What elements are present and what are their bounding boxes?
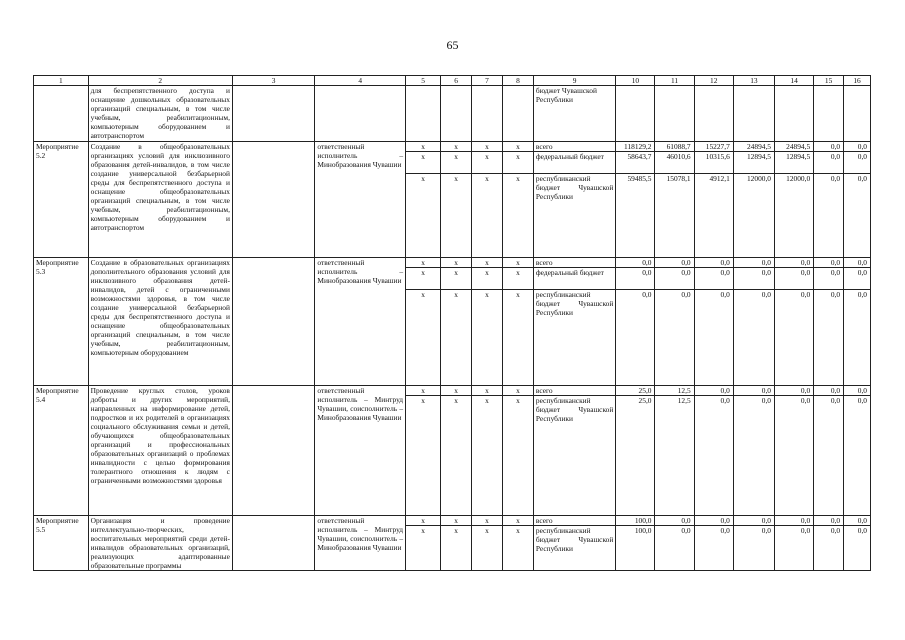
amount-cell: 0,0 <box>844 152 871 174</box>
amount-cell: 0,0 <box>814 268 844 290</box>
column-number: 1 <box>34 76 89 86</box>
funding-source: республиканский бюджет Чувашской Республики <box>533 290 615 386</box>
code-mark: x <box>472 526 503 571</box>
code-mark: x <box>441 516 472 526</box>
amount-cell: 4912,1 <box>694 174 733 258</box>
event-executor: ответственный исполнитель – Минобразования Чувашии <box>315 258 406 386</box>
event-code: Мероприятие 5.4 <box>34 386 89 516</box>
funding-source: республиканский бюджет Чувашской Республики <box>533 526 615 571</box>
amount-cell: 0,0 <box>616 268 655 290</box>
funding-source: республиканский бюджет Чувашской Республики <box>533 174 615 258</box>
amount-cell: 24894,5 <box>733 142 774 152</box>
amount-cell: 118129,2 <box>616 142 655 152</box>
amount-cell: 0,0 <box>775 396 814 516</box>
amount-cell: 0,0 <box>814 142 844 152</box>
code-mark: x <box>406 516 441 526</box>
amount-cell: 0,0 <box>655 526 694 571</box>
amount-cell: 0,0 <box>655 290 694 386</box>
funding-source: федеральный бюджет <box>533 268 615 290</box>
event-description: Создание в образовательных организациях дополнительного образования условий для инклюзивного образования детей-инвалидов, детей с ограниченными возможностями здоровья, в том числе создание универсальной безбарьерной среды для беспрепятственного доступа и оснащение общеобразовательных организаций специальным, в том числе учебным, реабилитационным, компьютерным оборудованием <box>88 258 232 386</box>
continuation-source: бюджет Чувашской Республики <box>533 86 615 142</box>
amount-cell: 0,0 <box>616 258 655 268</box>
event-col3 <box>232 142 314 258</box>
amount-cell: 25,0 <box>616 386 655 396</box>
amount-cell: 0,0 <box>844 386 871 396</box>
amount-cell: 0,0 <box>844 526 871 571</box>
code-mark: x <box>502 290 533 386</box>
code-mark: x <box>441 396 472 516</box>
amount-cell: 15227,7 <box>694 142 733 152</box>
amount-cell: 0,0 <box>844 142 871 152</box>
code-mark: x <box>472 386 503 396</box>
amount-cell: 24894,5 <box>775 142 814 152</box>
amount-cell: 100,0 <box>616 526 655 571</box>
code-mark: x <box>502 396 533 516</box>
code-mark: x <box>441 258 472 268</box>
code-mark: x <box>406 268 441 290</box>
column-number-row <box>34 76 871 86</box>
funding-source: всего <box>533 258 615 268</box>
code-mark: x <box>502 526 533 571</box>
code-mark: x <box>406 142 441 152</box>
column-number: 7 <box>472 76 503 86</box>
event-col3 <box>232 258 314 386</box>
amount-cell: 12000,0 <box>733 174 774 258</box>
funding-source: всего <box>533 516 615 526</box>
column-number: 2 <box>88 76 232 86</box>
column-number: 10 <box>616 76 655 86</box>
code-mark: x <box>441 174 472 258</box>
code-mark: x <box>406 290 441 386</box>
code-mark: x <box>502 258 533 268</box>
code-mark: x <box>472 174 503 258</box>
amount-cell: 0,0 <box>694 386 733 396</box>
amount-cell: 0,0 <box>733 516 774 526</box>
amount-cell: 0,0 <box>844 174 871 258</box>
code-mark: x <box>502 174 533 258</box>
amount-cell: 0,0 <box>694 396 733 516</box>
event-description: Организация и проведение интеллектуально-творческих, воспитательных мероприятий среди детей-инвалидов образовательных организаций, реализующих адаптированные образовательные программы <box>88 516 232 571</box>
amount-cell: 0,0 <box>814 386 844 396</box>
code-mark: x <box>472 142 503 152</box>
amount-cell: 0,0 <box>844 516 871 526</box>
amount-cell: 0,0 <box>775 386 814 396</box>
event-col3 <box>232 386 314 516</box>
code-mark: x <box>406 174 441 258</box>
code-mark: x <box>406 396 441 516</box>
column-number: 16 <box>844 76 871 86</box>
amount-cell: 0,0 <box>733 258 774 268</box>
event-description: Создание в общеобразовательных организациях условий для инклюзивного образования детей-инвалидов, в том числе создание универсальной безбарьерной среды для беспрепятственного доступа и оснащение общеобразовательных организаций специальным, в том числе учебным, реабилитационным, компьютерным оборудованием и автотранспортом <box>88 142 232 258</box>
event-description: Проведение круглых столов, уроков доброты и других мероприятий, направленных на информирование детей, подростков и их родителей в организациях социального обслуживания семьи и детей, обучающихся общеобразовательных организаций и профессиональных образовательных организаций о проблемах инвалидности с целью формирования толерантного отношения к людям с ограниченными возможностями здоровья <box>88 386 232 516</box>
amount-cell: 0,0 <box>814 290 844 386</box>
funding-source: федеральный бюджет <box>533 152 615 174</box>
amount-cell: 0,0 <box>694 290 733 386</box>
program-table <box>33 75 871 571</box>
amount-cell: 12,5 <box>655 396 694 516</box>
code-mark: x <box>472 152 503 174</box>
column-number: 12 <box>694 76 733 86</box>
table-row <box>34 516 871 526</box>
column-number: 6 <box>441 76 472 86</box>
code-mark: x <box>406 258 441 268</box>
code-mark: x <box>441 290 472 386</box>
amount-cell: 12,5 <box>655 386 694 396</box>
code-mark: x <box>406 526 441 571</box>
amount-cell: 0,0 <box>814 526 844 571</box>
column-number: 13 <box>733 76 774 86</box>
amount-cell: 0,0 <box>616 290 655 386</box>
continuation-desc: для беспрепятственного доступа и оснащение дошкольных образовательных организаций специальным, в том числе учебным, реабилитационным, компьютерным оборудованием и автотранспортом <box>88 86 232 142</box>
column-number: 3 <box>232 76 314 86</box>
amount-cell: 0,0 <box>775 526 814 571</box>
code-mark: x <box>502 516 533 526</box>
amount-cell: 0,0 <box>694 526 733 571</box>
code-mark: x <box>502 152 533 174</box>
amount-cell: 0,0 <box>775 516 814 526</box>
code-mark: x <box>441 386 472 396</box>
amount-cell: 0,0 <box>694 258 733 268</box>
amount-cell: 12894,5 <box>775 152 814 174</box>
amount-cell: 100,0 <box>616 516 655 526</box>
amount-cell: 0,0 <box>655 516 694 526</box>
table-row <box>34 386 871 396</box>
amount-cell: 0,0 <box>814 174 844 258</box>
amount-cell: 0,0 <box>733 386 774 396</box>
event-col3 <box>232 516 314 571</box>
column-number: 8 <box>502 76 533 86</box>
code-mark: x <box>441 526 472 571</box>
column-number: 14 <box>775 76 814 86</box>
code-mark: x <box>472 258 503 268</box>
amount-cell: 0,0 <box>814 516 844 526</box>
code-mark: x <box>441 152 472 174</box>
event-executor: ответственный исполнитель – Минтруд Чувашии, соисполнитель – Минобразования Чувашии <box>315 516 406 571</box>
event-code: Мероприятие 5.5 <box>34 516 89 571</box>
code-mark: x <box>472 268 503 290</box>
page-number: 65 <box>446 38 459 52</box>
funding-source: республиканский бюджет Чувашской Республики <box>533 396 615 516</box>
amount-cell: 0,0 <box>814 258 844 268</box>
code-mark: x <box>502 386 533 396</box>
amount-cell: 0,0 <box>775 290 814 386</box>
code-mark: x <box>502 268 533 290</box>
amount-cell: 46010,6 <box>655 152 694 174</box>
amount-cell: 0,0 <box>814 396 844 516</box>
code-mark: x <box>441 268 472 290</box>
code-mark: x <box>472 290 503 386</box>
amount-cell: 0,0 <box>733 268 774 290</box>
amount-cell: 0,0 <box>775 258 814 268</box>
amount-cell: 0,0 <box>844 396 871 516</box>
amount-cell: 0,0 <box>655 258 694 268</box>
amount-cell: 59485,5 <box>616 174 655 258</box>
column-number: 11 <box>655 76 694 86</box>
amount-cell: 15078,1 <box>655 174 694 258</box>
amount-cell: 0,0 <box>733 526 774 571</box>
amount-cell: 0,0 <box>733 290 774 386</box>
amount-cell: 0,0 <box>844 268 871 290</box>
event-code: Мероприятие 5.3 <box>34 258 89 386</box>
table-body <box>34 76 871 571</box>
amount-cell: 0,0 <box>844 290 871 386</box>
amount-cell: 12894,5 <box>733 152 774 174</box>
amount-cell: 10315,6 <box>694 152 733 174</box>
column-number: 9 <box>533 76 615 86</box>
table-row <box>34 258 871 268</box>
event-executor: ответственный исполнитель – Минтруд Чувашии, соисполнитель – Минобразования Чувашии <box>315 386 406 516</box>
table-row <box>34 142 871 152</box>
amount-cell: 61088,7 <box>655 142 694 152</box>
column-number: 5 <box>406 76 441 86</box>
code-mark: x <box>472 396 503 516</box>
column-number: 15 <box>814 76 844 86</box>
event-code: Мероприятие 5.2 <box>34 142 89 258</box>
amount-cell: 0,0 <box>694 516 733 526</box>
code-mark: x <box>441 142 472 152</box>
continuation-row <box>34 86 871 142</box>
amount-cell: 0,0 <box>775 268 814 290</box>
event-executor: ответственный исполнитель – Минобразования Чувашии <box>315 142 406 258</box>
column-number: 4 <box>315 76 406 86</box>
code-mark: x <box>406 152 441 174</box>
funding-source: всего <box>533 142 615 152</box>
amount-cell: 12000,0 <box>775 174 814 258</box>
amount-cell: 0,0 <box>733 396 774 516</box>
amount-cell: 0,0 <box>694 268 733 290</box>
funding-source: всего <box>533 386 615 396</box>
code-mark: x <box>406 386 441 396</box>
amount-cell: 25,0 <box>616 396 655 516</box>
amount-cell: 0,0 <box>844 258 871 268</box>
code-mark: x <box>472 516 503 526</box>
code-mark: x <box>502 142 533 152</box>
amount-cell: 0,0 <box>655 268 694 290</box>
amount-cell: 0,0 <box>814 152 844 174</box>
amount-cell: 58643,7 <box>616 152 655 174</box>
